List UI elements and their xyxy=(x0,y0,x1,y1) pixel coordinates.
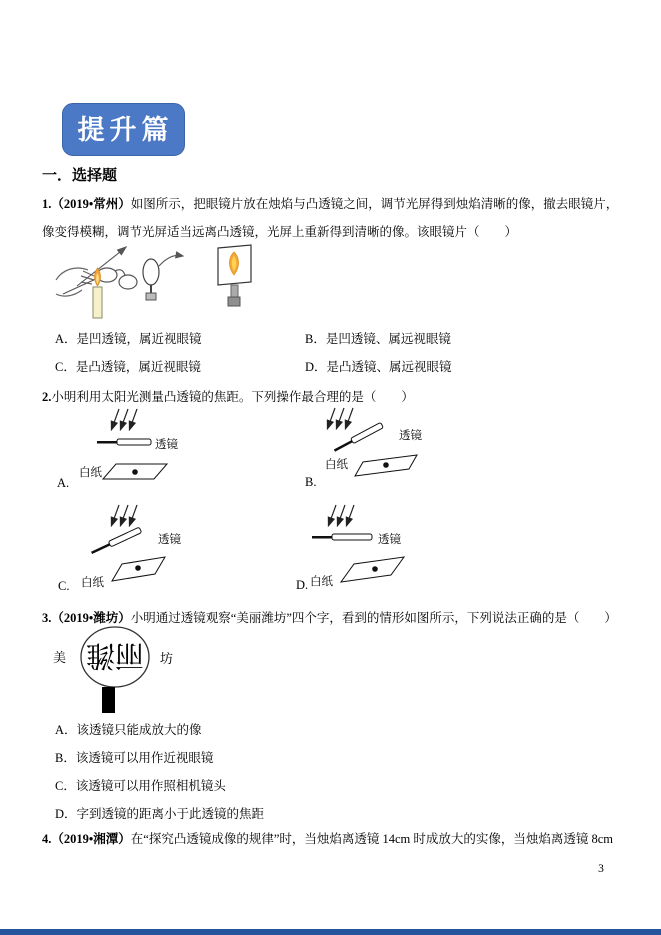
lens-icon xyxy=(97,439,151,445)
paper-label: 白纸 xyxy=(79,467,102,479)
page-number: 3 xyxy=(598,863,604,875)
lens-label: 透镜 xyxy=(158,534,181,546)
q4-prefix: 4.（2019•湘潭） xyxy=(42,832,131,846)
q2-text-rest: 小明利用太阳光测量凸透镜的焦距。下列操作最合理的是（ ） xyxy=(51,390,414,404)
q3-option-d: D．字到透镜的距离小于此透镜的焦距 xyxy=(55,807,265,821)
q3-text-rest: 小明通过透镜观察“美丽潍坊”四个字，看到的情形如图所示，下列说法正确的是（ ） xyxy=(130,611,617,625)
q2-figure-d-letter: D. xyxy=(296,578,309,592)
q1-option-c: C．是凸透镜，属近视眼镜 xyxy=(55,360,201,374)
focal-dot-icon xyxy=(383,462,389,468)
focal-dot-icon xyxy=(132,469,138,475)
candle-icon xyxy=(93,268,102,318)
sun-rays-icon xyxy=(109,408,140,431)
lens-icon xyxy=(90,527,141,555)
lens-label: 透镜 xyxy=(399,430,422,442)
paper-label: 白纸 xyxy=(325,459,348,471)
q1-option-a: A．是凹透镜，属近视眼镜 xyxy=(55,332,202,346)
q2-figure-b xyxy=(297,408,447,500)
section-badge-label: 提升篇 xyxy=(77,115,174,145)
q2-figure-d xyxy=(296,505,446,597)
focal-dot-icon xyxy=(135,565,141,571)
q3-options xyxy=(55,716,264,828)
lens-icon xyxy=(312,534,372,540)
q1-line2: 像变得模糊，调节光屏适当远离凸透镜，光屏上重新得到清晰的像。该眼镜片（ ） xyxy=(42,225,518,239)
sun-rays-icon xyxy=(326,504,357,527)
q2-figures xyxy=(55,408,525,600)
q1-option-b: B．是凹透镜、属远视眼镜 xyxy=(305,332,451,346)
q3-figure xyxy=(50,625,180,715)
paper-icon xyxy=(355,455,417,476)
magnifier-handle-icon xyxy=(102,687,115,713)
convex-lens-icon xyxy=(143,259,159,300)
paper-label: 白纸 xyxy=(81,577,104,589)
q2-figure-a-letter: A. xyxy=(57,476,70,490)
q3-option-b: B．该透镜可以用作近视眼镜 xyxy=(55,751,214,765)
arrow-up-icon xyxy=(77,247,126,286)
question-2-text xyxy=(42,383,414,411)
q1-line1-rest: 如图所示，把眼镜片放在烛焰与凸透镜之间，调节光屏得到烛焰清晰的像，撤去眼镜片， xyxy=(130,197,619,211)
q2-figure-c-letter: C. xyxy=(58,579,70,593)
q2-figure-a xyxy=(55,408,205,500)
lens-label: 透镜 xyxy=(155,439,178,451)
q3-left-char: 美 xyxy=(53,650,67,665)
q4-text-rest: 在“探究凸透镜成像的规律”时，当烛焰离透镜 14cm 时成放大的实像，当烛焰离透镜 8cm xyxy=(130,832,614,846)
paper-icon xyxy=(112,557,165,581)
q1-line1 xyxy=(42,190,618,218)
q2-figure-b-letter: B. xyxy=(305,475,317,489)
q3-right-char: 坊 xyxy=(160,651,174,666)
lens-icon xyxy=(333,422,383,453)
page-footer-bar xyxy=(0,929,661,935)
q4-line xyxy=(42,825,613,853)
paper-label: 白纸 xyxy=(310,576,333,588)
q2-figure-c xyxy=(55,504,205,596)
q1-option-d: D．是凸透镜、属远视眼镜 xyxy=(305,360,452,374)
question-1-text xyxy=(42,190,618,246)
q1-options xyxy=(55,325,452,381)
screen-icon xyxy=(218,245,251,306)
sun-rays-icon xyxy=(325,407,356,430)
q2-line xyxy=(42,383,414,411)
q3-prefix: 3.（2019•潍坊） xyxy=(42,611,131,625)
question-4-text xyxy=(42,825,613,853)
paper-icon xyxy=(103,464,167,479)
focal-dot-icon xyxy=(372,566,378,572)
q2-prefix: 2. xyxy=(42,390,52,404)
q3-lens-text: 丽潍 xyxy=(85,639,145,671)
q1-figure xyxy=(55,244,265,324)
q3-option-c: C．该透镜可以用作照相机镜头 xyxy=(55,779,226,793)
paper-icon xyxy=(341,557,404,582)
q1-prefix: 1.（2019•常州） xyxy=(42,197,131,211)
lens-label: 透镜 xyxy=(378,534,401,546)
sun-rays-icon xyxy=(109,504,140,527)
section-badge xyxy=(62,103,185,156)
curved-arrow-icon xyxy=(159,252,183,266)
q3-option-a: A．该透镜只能成放大的像 xyxy=(55,723,202,737)
section-title: 一．选择题 xyxy=(42,168,118,184)
